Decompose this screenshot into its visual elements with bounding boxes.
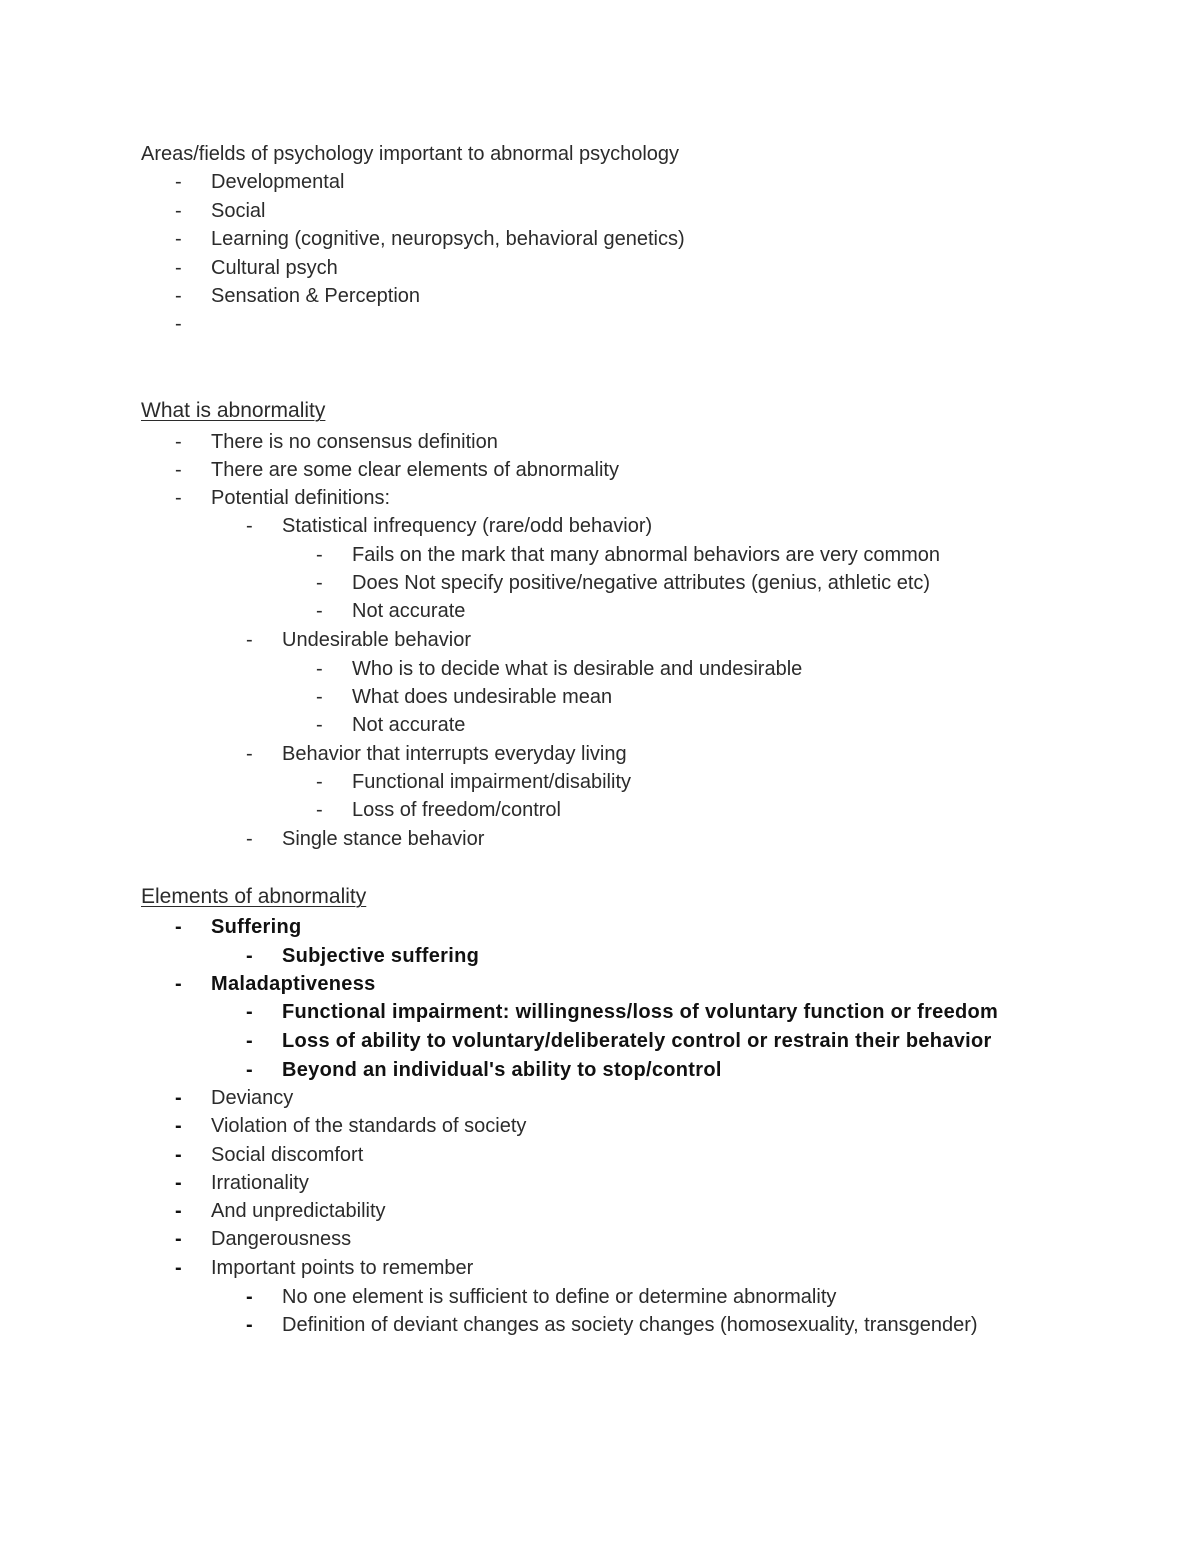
section-heading-what-is-abnormality: What is abnormality <box>141 399 326 422</box>
intro-title: Areas/fields of psychology important to abnormal psychology <box>141 143 680 165</box>
section-heading-elements-of-abnormality: Elements of abnormality <box>141 885 367 908</box>
document-page: Areas/fields of psychology important to abnormal psychology - Developmental - Social - Learning (cognitive, neuropsych, behavioral genetics) - Cultural psych - Sensation & Perception - What is abnormality - There is no consensus definition - There are some clear elements of abnormality - Potential definitions: - Statistical infrequency (rare/odd behavior) - Fails on the mark that many abnormal behaviors are very common - Does Not specify positive/negative attributes (genius, athletic etc) - Not accurate - Undesirable behavior - Who is to decide what is desirable and undesirable - What does undesirable mean - Not accurate - Behavior that interrupts everyday living - Functional impairment/disability - Loss of freedom/control - Single stance behavior Elements of abnormality - Suffering - Subjective suffering - Maladaptiveness - Functional impairment: willingness/loss of voluntary function or freedom - Loss of ability to voluntary/deliberately control or restrain their behavior - Beyond an individual's ability to stop/control - Deviancy - Violation of the standards of society - Social discomfort - Irrationality - And unpredictability - Dangerousness - Important points to remember - No one element is sufficient to define or determine abnormality - Definition of deviant changes as society changes (homosexuality, transgender) <box>141 143 999 1336</box>
